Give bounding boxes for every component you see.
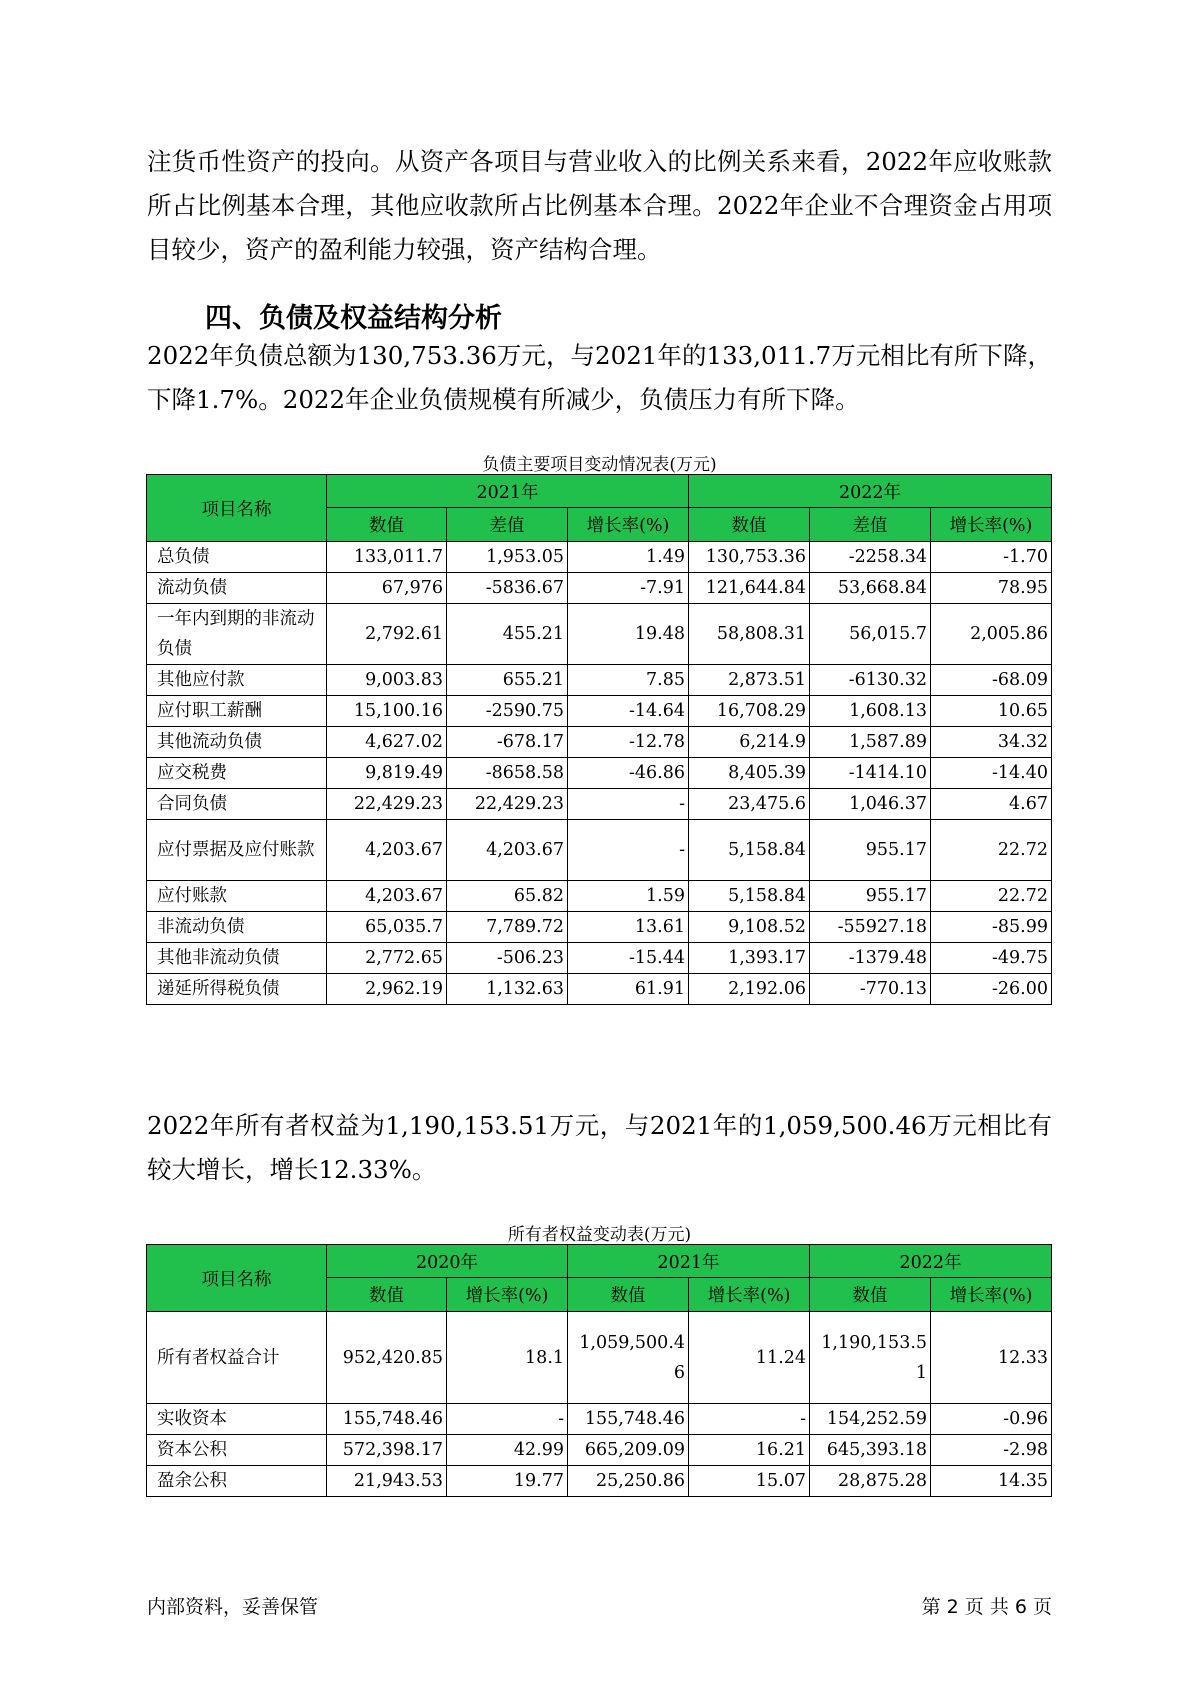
table-cell: 15,100.16 <box>327 696 447 727</box>
table-row <box>147 789 1052 820</box>
table-cell: -770.13 <box>810 974 931 1005</box>
table-cell: 4,203.67 <box>327 881 447 912</box>
table-cell: 18.1 <box>447 1312 568 1404</box>
sub-header: 差值 <box>810 508 931 542</box>
table-cell: -15.44 <box>568 943 689 974</box>
table-cell: 155,748.46 <box>568 1404 689 1435</box>
table-cell: 955.17 <box>810 820 931 881</box>
year-header: 2022年 <box>810 1245 1052 1278</box>
row-label: 一年内到期的非流动负债 <box>147 604 327 665</box>
row-label: 盈余公积 <box>147 1466 327 1497</box>
sub-header: 数值 <box>568 1278 689 1312</box>
table-cell: 9,108.52 <box>689 912 810 943</box>
table-cell: 65.82 <box>447 881 568 912</box>
table-cell: -2.98 <box>931 1435 1052 1466</box>
table-cell: 15.07 <box>689 1466 810 1497</box>
table-cell: 23,475.6 <box>689 789 810 820</box>
sub-header: 数值 <box>810 1278 931 1312</box>
table-cell: 665,209.09 <box>568 1435 689 1466</box>
table-cell: 2,873.51 <box>689 665 810 696</box>
table-row <box>147 1404 1052 1435</box>
table-cell: 4,203.67 <box>327 820 447 881</box>
table-cell: 121,644.84 <box>689 573 810 604</box>
table-row <box>147 820 1052 881</box>
table-cell: 1,132.63 <box>447 974 568 1005</box>
table-cell: 58,808.31 <box>689 604 810 665</box>
table-row <box>147 1312 1052 1404</box>
row-label: 实收资本 <box>147 1404 327 1435</box>
table-cell: 1,190,153.51 <box>810 1312 931 1404</box>
table-cell: 7.85 <box>568 665 689 696</box>
table-cell: 2,192.06 <box>689 974 810 1005</box>
table-cell: 1,046.37 <box>810 789 931 820</box>
table-row <box>147 974 1052 1005</box>
table-row <box>147 727 1052 758</box>
table-cell: -14.40 <box>931 758 1052 789</box>
sub-header: 增长率(%) <box>931 508 1052 542</box>
table-cell: 7,789.72 <box>447 912 568 943</box>
table-row <box>147 604 1052 665</box>
table-cell: -12.78 <box>568 727 689 758</box>
liability-table-caption: 负债主要项目变动情况表(万元) <box>482 455 717 475</box>
table-cell: 955.17 <box>810 881 931 912</box>
row-label: 应付职工薪酬 <box>147 696 327 727</box>
table-row <box>147 881 1052 912</box>
row-label: 所有者权益合计 <box>147 1312 327 1404</box>
table-cell: -49.75 <box>931 943 1052 974</box>
table-cell: 1,059,500.46 <box>568 1312 689 1404</box>
equity-paragraph: 2022年所有者权益为1,190,153.51万元，与2021年的1,059,500.46万元相比有较大增长，增长12.33%。 <box>147 1111 1052 1184</box>
table-cell: 67,976 <box>327 573 447 604</box>
table-cell: 9,819.49 <box>327 758 447 789</box>
table-row <box>147 1466 1052 1497</box>
table-cell: 61.91 <box>568 974 689 1005</box>
table-cell: 78.95 <box>931 573 1052 604</box>
table-cell: -6130.32 <box>810 665 931 696</box>
year-header: 2021年 <box>568 1245 810 1278</box>
table-cell: 53,668.84 <box>810 573 931 604</box>
footer-confidential-note: 内部资料，妥善保管 <box>147 1596 319 1618</box>
table-cell: -1379.48 <box>810 943 931 974</box>
table-cell: 155,748.46 <box>327 1404 447 1435</box>
row-label: 合同负债 <box>147 789 327 820</box>
table-cell: -14.64 <box>568 696 689 727</box>
table-cell: 2,005.86 <box>931 604 1052 665</box>
row-label: 应付票据及应付账款 <box>147 820 327 881</box>
table-cell: 22,429.23 <box>447 789 568 820</box>
table-cell: 2,792.61 <box>327 604 447 665</box>
sub-header: 增长率(%) <box>447 1278 568 1312</box>
table-row <box>147 573 1052 604</box>
table-cell: - <box>689 1404 810 1435</box>
sub-header: 增长率(%) <box>568 508 689 542</box>
table-cell: -1414.10 <box>810 758 931 789</box>
table-row <box>147 542 1052 573</box>
table-cell: -1.70 <box>931 542 1052 573</box>
table-cell: -2258.34 <box>810 542 931 573</box>
table-cell: 572,398.17 <box>327 1435 447 1466</box>
row-label: 流动负债 <box>147 573 327 604</box>
row-label: 其他应付款 <box>147 665 327 696</box>
sub-header: 增长率(%) <box>931 1278 1052 1312</box>
table-cell: 13.61 <box>568 912 689 943</box>
year-header: 2022年 <box>689 475 1052 508</box>
row-label: 应交税费 <box>147 758 327 789</box>
table-cell: -5836.67 <box>447 573 568 604</box>
row-label: 应付账款 <box>147 881 327 912</box>
table-cell: -7.91 <box>568 573 689 604</box>
table-cell: -85.99 <box>931 912 1052 943</box>
table-cell: 56,015.7 <box>810 604 931 665</box>
table-cell: -55927.18 <box>810 912 931 943</box>
column-header-item-name: 项目名称 <box>147 475 327 542</box>
table-cell: 22,429.23 <box>327 789 447 820</box>
table-cell: 1,608.13 <box>810 696 931 727</box>
row-label: 非流动负债 <box>147 912 327 943</box>
table-cell: 22.72 <box>931 881 1052 912</box>
sub-header: 增长率(%) <box>689 1278 810 1312</box>
table-cell: 1,953.05 <box>447 542 568 573</box>
table-cell: 6,214.9 <box>689 727 810 758</box>
table-cell: 28,875.28 <box>810 1466 931 1497</box>
year-header: 2020年 <box>327 1245 568 1278</box>
table-cell: 8,405.39 <box>689 758 810 789</box>
table-cell: -68.09 <box>931 665 1052 696</box>
row-label: 其他非流动负债 <box>147 943 327 974</box>
table-cell: -2590.75 <box>447 696 568 727</box>
table-cell: 10.65 <box>931 696 1052 727</box>
table-cell: 11.24 <box>689 1312 810 1404</box>
table-cell: 42.99 <box>447 1435 568 1466</box>
sub-header: 差值 <box>447 508 568 542</box>
table-cell: - <box>568 789 689 820</box>
table-cell: 25,250.86 <box>568 1466 689 1497</box>
table-cell: 655.21 <box>447 665 568 696</box>
table-cell: 65,035.7 <box>327 912 447 943</box>
table-cell: 5,158.84 <box>689 820 810 881</box>
table-cell: 12.33 <box>931 1312 1052 1404</box>
table-cell: 1,587.89 <box>810 727 931 758</box>
footer-page-number: 第 2 页 共 6 页 <box>921 1596 1052 1618</box>
table-cell: 2,772.65 <box>327 943 447 974</box>
table-cell: 4.67 <box>931 789 1052 820</box>
sub-header: 数值 <box>327 1278 447 1312</box>
liability-table <box>146 474 1052 1005</box>
sub-header: 数值 <box>689 508 810 542</box>
table-cell: 154,252.59 <box>810 1404 931 1435</box>
liability-paragraph: 2022年负债总额为130,753.36万元，与2021年的133,011.7万元相比有所下降，下降1.7%。2022年企业负债规模有所减少，负债压力有所下降。 <box>147 341 1052 414</box>
table-cell: 22.72 <box>931 820 1052 881</box>
table-cell: 952,420.85 <box>327 1312 447 1404</box>
table-row <box>147 758 1052 789</box>
table-cell: 1,393.17 <box>689 943 810 974</box>
sub-header: 数值 <box>327 508 447 542</box>
row-label: 总负债 <box>147 542 327 573</box>
row-label: 资本公积 <box>147 1435 327 1466</box>
table-cell: -46.86 <box>568 758 689 789</box>
year-header: 2021年 <box>327 475 689 508</box>
table-cell: 19.77 <box>447 1466 568 1497</box>
table-cell: -8658.58 <box>447 758 568 789</box>
table-row <box>147 696 1052 727</box>
table-cell: 14.35 <box>931 1466 1052 1497</box>
equity-table <box>146 1244 1052 1497</box>
table-cell: -678.17 <box>447 727 568 758</box>
table-row <box>147 912 1052 943</box>
table-cell: 1.59 <box>568 881 689 912</box>
table-cell: 4,627.02 <box>327 727 447 758</box>
table-cell: -506.23 <box>447 943 568 974</box>
table-cell: -0.96 <box>931 1404 1052 1435</box>
table-cell: 133,011.7 <box>327 542 447 573</box>
table-row <box>147 943 1052 974</box>
table-cell: 645,393.18 <box>810 1435 931 1466</box>
column-header-item-name: 项目名称 <box>147 1245 327 1312</box>
table-cell: -26.00 <box>931 974 1052 1005</box>
equity-table-caption: 所有者权益变动表(万元) <box>507 1225 692 1245</box>
table-cell: 21,943.53 <box>327 1466 447 1497</box>
row-label: 递延所得税负债 <box>147 974 327 1005</box>
table-cell: 16,708.29 <box>689 696 810 727</box>
table-row <box>147 1435 1052 1466</box>
section-heading: 四、负债及权益结构分析 <box>205 303 502 334</box>
table-cell: 1.49 <box>568 542 689 573</box>
intro-paragraph: 注货币性资产的投向。从资产各项目与营业收入的比例关系来看，2022年应收账款所占比例基本合理，其他应收款所占比例基本合理。2022年企业不合理资金占用项目较少，资产的盈利能力较强，资产结构合理。 <box>147 147 1052 264</box>
table-cell: 19.48 <box>568 604 689 665</box>
table-cell: 5,158.84 <box>689 881 810 912</box>
table-row <box>147 665 1052 696</box>
table-cell: 16.21 <box>689 1435 810 1466</box>
table-cell: 34.32 <box>931 727 1052 758</box>
table-cell: - <box>447 1404 568 1435</box>
table-cell: 455.21 <box>447 604 568 665</box>
table-cell: 4,203.67 <box>447 820 568 881</box>
table-cell: - <box>568 820 689 881</box>
row-label: 其他流动负债 <box>147 727 327 758</box>
table-cell: 9,003.83 <box>327 665 447 696</box>
table-cell: 2,962.19 <box>327 974 447 1005</box>
table-cell: 130,753.36 <box>689 542 810 573</box>
